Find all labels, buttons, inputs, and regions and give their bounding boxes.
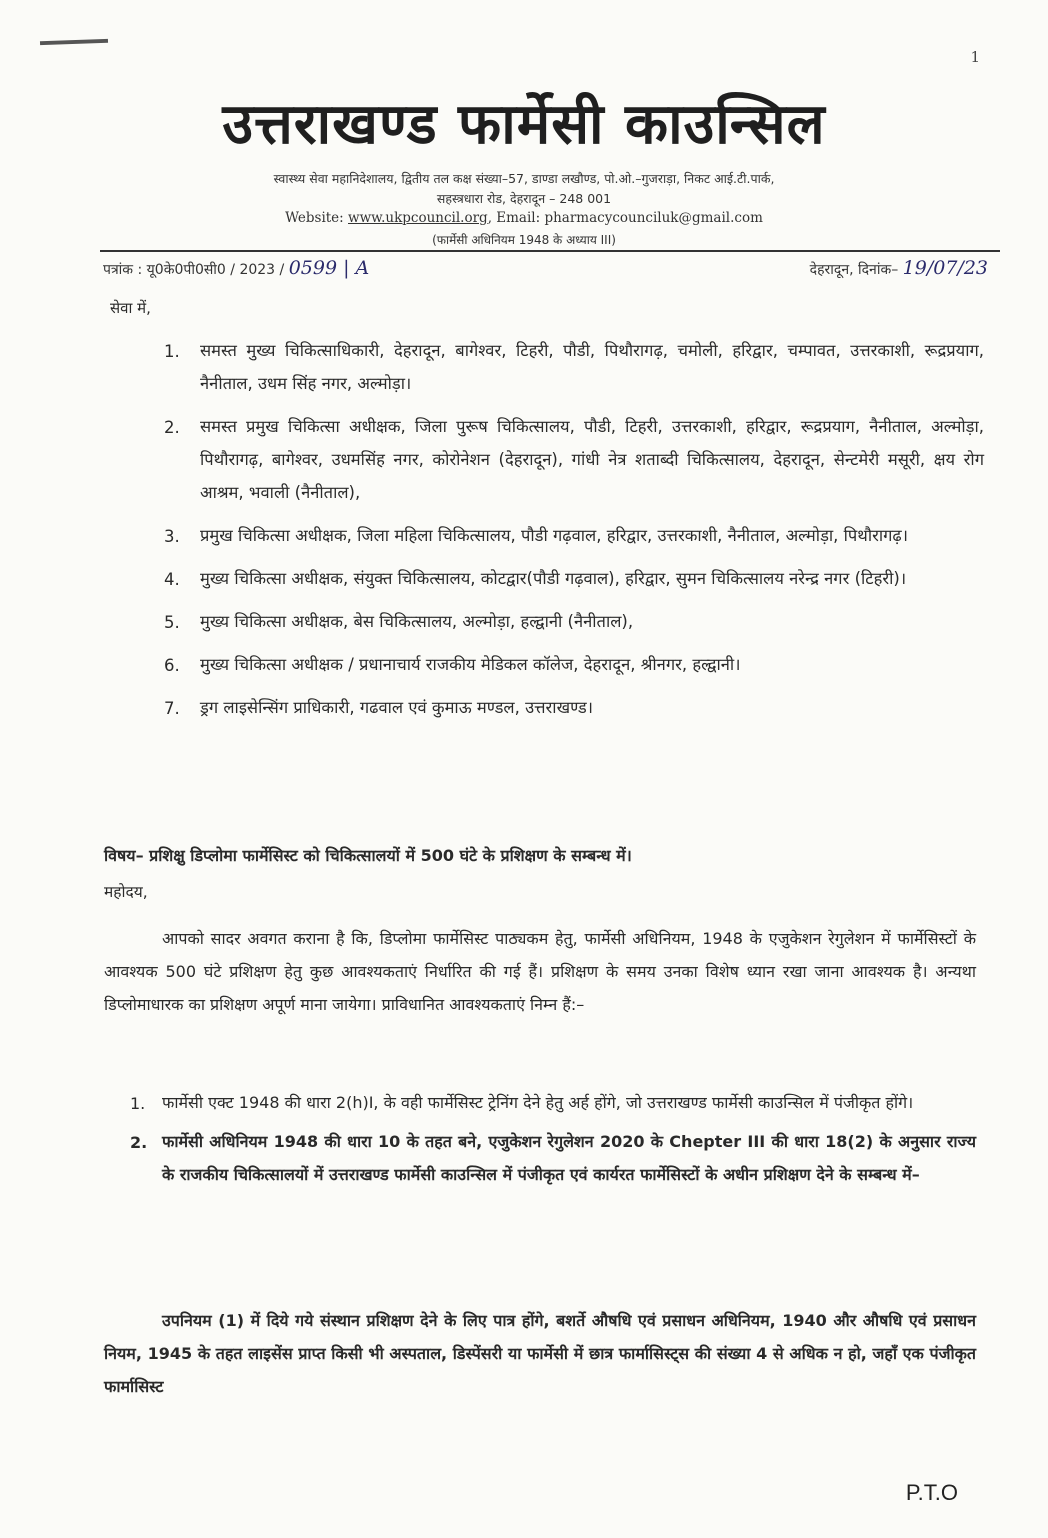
- list-item: 1. फार्मेसी एक्ट 1948 की धारा 2(h)I, के वही फार्मेसिस्ट ट्रेनिंग देने हेतु अर्ह होंगे, जो उत्तराखण्ड फार्मेसी काउन्सिल में पंजीकृत होंगे।: [130, 1093, 914, 1113]
- scan-mark: [40, 39, 108, 45]
- page-number: 1: [970, 48, 980, 66]
- letterhead-contact: [0, 210, 1048, 226]
- reference-handwritten: 0599 | A: [288, 257, 370, 279]
- recipient-list: [164, 342, 984, 742]
- list-item: 4. मुख्य चिकित्सा अधीक्षक, संयुक्त चिकित्सालय, कोटद्वार(पौडी गढ़वाल), हरिद्वार, सुमन चिकित्सालय नरेन्द्र नगर (टिहरी)।: [164, 569, 907, 589]
- reference-label: पत्रांक : यू0के0पी0सी0 / 2023 /: [103, 262, 289, 278]
- website-link[interactable]: www.ukpcouncil.org: [348, 210, 488, 226]
- list-item: 2. समस्त प्रमुख चिकित्सा अधीक्षक, जिला पुरूष चिकित्सालय, पौडी, टिहरी, उत्तरकाशी, हरिद्वार, रूद्रप्रयाग, नैनीताल, अल्मोड़ा, पिथौरागढ़, बागेश्वर, उधमसिंह नगर, कोरोनेशन (देहरादून), गांधी नेत्र शताब्दी चिकित्सालय, देहरादून, सेन्टमेरी मसूरी, क्षय रोग आश्रम, भवाली (नैनीताल),: [164, 417, 984, 502]
- greeting: महोदय,: [104, 883, 148, 901]
- date-label: देहरादून, दिनांक–: [809, 262, 903, 278]
- list-item: 3. प्रमुख चिकित्सा अधीक्षक, जिला महिला चिकित्सालय, पौडी गढ़वाल, हरिद्वार, उत्तरकाशी, नैनीताल, अल्मोड़ा, पिथौरागढ़।: [164, 526, 908, 546]
- salutation-to: सेवा में,: [110, 299, 151, 317]
- header-rule-top: [100, 250, 1000, 252]
- letterhead-address-line1: स्वास्थ्य सेवा महानिदेशालय, द्वितीय तल कक्ष संख्या–57, डाण्डा लखौण्ड, पो.ओ.–गुजराड़ा, निकट आई.टी.पार्क,: [273, 171, 775, 186]
- body-paragraph: आपको सादर अवगत कराना है कि, डिप्लोमा फार्मेसिस्ट पाठ्यकम हेतु, फार्मेसी अधिनियम, 1948 के एजुकेशन रेगुलेशन में फार्मेसिस्टों के आवश्यक 500 घंटे प्रशिक्षण हेतु कुछ आवश्यकताएं निर्धारित की गई हैं। प्रशिक्षण के समय उनका विशेष ध्यान रखा जाना आवश्यक है। अन्यथा डिप्लोमाधारक का प्रशिक्षण अपूर्ण माना जायेगा। प्राविधानित आवश्यकताएं निम्न हैं:–: [104, 929, 976, 1014]
- letterhead-address-line2: सहस्त्रधारा रोड, देहरादून – 248 001: [436, 191, 612, 206]
- list-item: 6. मुख्य चिकित्सा अधीक्षक / प्रधानाचार्य राजकीय मेडिकल कॉलेज, देहरादून, श्रीनगर, हल्द्वानी।: [164, 655, 741, 675]
- sub-paragraph: उपनियम (1) में दिये गये संस्थान प्रशिक्षण देने के लिए पात्र होंगे, बशर्ते औषधि एवं प्रसाधन अधिनियम, 1940 और औषधि एवं प्रसाधन नियम, 1945 के तहत लाइसेंस प्राप्त किसी भी अस्पताल, डिस्पेंसरी या फार्मेसी में छात्र फार्मासिस्ट्स की संख्या 4 से अधिक न हो, जहाँ एक पंजीकृत फार्मासिस्ट: [104, 1311, 976, 1396]
- date-handwritten: 19/07/23: [902, 257, 988, 279]
- letterhead-title: उत्तराखण्ड फार्मेसी काउन्सिल: [222, 92, 826, 157]
- list-item: 1. समस्त मुख्य चिकित्साधिकारी, देहरादून, बागेश्वर, टिहरी, पौडी, पिथौरागढ़, चमोली, हरिद्वार, चम्पावत, उत्तरकाशी, रूद्रप्रयाग, नैनीताल, उधम सिंह नगर, अल्मोड़ा।: [164, 341, 984, 393]
- pto-note: P.T.O: [905, 1480, 958, 1505]
- list-item: 7. ड्रग लाइसेन्सिंग प्राधिकारी, गढवाल एवं कुमाऊ मण्डल, उत्तराखण्ड।: [164, 698, 593, 718]
- list-item: 5. मुख्य चिकित्सा अधीक्षक, बेस चिकित्सालय, अल्मोड़ा, हल्द्वानी (नैनीताल),: [164, 612, 634, 632]
- list-item: 2. फार्मेसी अधिनियम 1948 की धारा 10 के तहत बने, एजुकेशन रेगुलेशन 2020 के Chepter III की धारा 18(2) के अनुसार राज्य के राजकीय चिकित्सालयों में उत्तराखण्ड फार्मेसी काउन्सिल में पंजीकृत एवं कार्यरत फार्मेसिस्टों के अधीन प्रशिक्षण देने के सम्बन्ध में–: [130, 1132, 976, 1184]
- email-text: , Email: pharmacycounciluk@gmail.com: [487, 210, 763, 226]
- website-label: Website:: [285, 210, 349, 226]
- requirements-list: [130, 1094, 976, 1205]
- act-note: (फार्मेसी अधिनियम 1948 के अध्याय III): [432, 233, 616, 247]
- subject-line: विषय– प्रशिक्षु डिप्लोमा फार्मेसिस्ट को चिकित्सालयों में 500 घंटे के प्रशिक्षण के सम्बन्ध में।: [104, 846, 632, 865]
- letter-date: [810, 257, 988, 279]
- reference-number: [103, 257, 369, 279]
